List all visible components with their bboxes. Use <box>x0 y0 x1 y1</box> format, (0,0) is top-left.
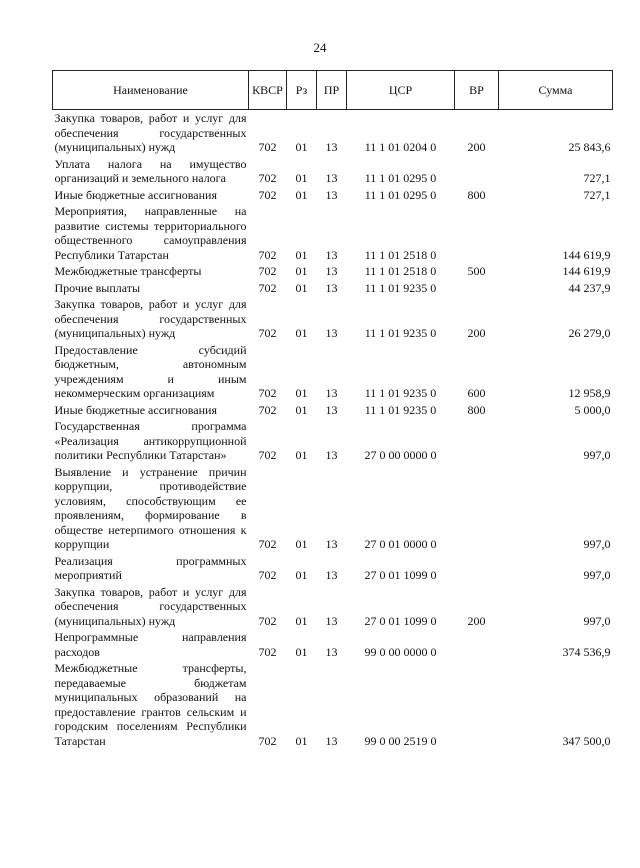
header-pr: ПР <box>317 71 347 110</box>
table-row <box>53 660 613 749</box>
cell-kvsr: 702 <box>258 326 277 340</box>
cell-rz: 01 <box>295 448 308 462</box>
cell-kvsr: 702 <box>258 140 277 154</box>
cell-kvsr: 702 <box>258 568 277 582</box>
table-row <box>53 110 613 156</box>
table-row <box>53 203 613 263</box>
cell-vr <box>455 660 499 749</box>
cell-sum: 997,0 <box>583 537 611 551</box>
cell-kvsr: 702 <box>258 247 277 262</box>
cell-csr: 11 1 01 2518 0 <box>364 264 437 278</box>
cell-name: Иные бюджетные ассигнования <box>54 402 217 417</box>
cell-csr: 11 1 01 9235 0 <box>364 386 437 400</box>
cell-vr <box>455 464 499 553</box>
cell-name: Уплата налога на имущество организаций и земельного налога <box>54 156 247 185</box>
cell-sum: 12 958,9 <box>568 386 611 400</box>
cell-csr: 11 1 01 9235 0 <box>364 280 437 295</box>
cell-vr: 800 <box>467 187 486 202</box>
cell-kvsr: 702 <box>258 644 277 659</box>
header-rz: Рз <box>287 71 317 110</box>
cell-name: Государственная программа «Реализация антикоррупционной политики Республики Татарстан» <box>54 419 247 462</box>
cell-sum: 26 279,0 <box>568 326 611 340</box>
table-row <box>53 464 613 553</box>
cell-pr: 13 <box>325 537 338 551</box>
cell-sum: 44 237,9 <box>568 280 611 295</box>
cell-rz: 01 <box>295 613 308 628</box>
cell-csr: 99 0 00 0000 0 <box>364 644 437 659</box>
table-row <box>53 553 613 584</box>
cell-csr: 27 0 01 1099 0 <box>364 568 437 582</box>
cell-vr <box>455 553 499 584</box>
cell-pr: 13 <box>325 644 338 659</box>
cell-rz: 01 <box>295 247 308 262</box>
cell-csr: 11 1 01 9235 0 <box>364 326 437 340</box>
cell-pr: 13 <box>325 326 338 340</box>
cell-rz: 01 <box>295 386 308 400</box>
cell-vr <box>455 203 499 263</box>
table-row <box>53 187 613 204</box>
header-kvsr: КВСР <box>249 71 287 110</box>
cell-vr: 600 <box>467 386 486 400</box>
cell-kvsr: 702 <box>258 386 277 400</box>
cell-csr: 11 1 01 0295 0 <box>364 187 437 202</box>
table-row <box>53 296 613 342</box>
cell-vr: 500 <box>467 264 486 278</box>
table-row <box>53 342 613 402</box>
cell-rz: 01 <box>295 644 308 659</box>
cell-vr <box>455 280 499 297</box>
cell-kvsr: 702 <box>258 280 277 295</box>
table-header <box>53 71 613 110</box>
cell-kvsr: 702 <box>258 537 277 551</box>
cell-kvsr: 702 <box>258 402 277 417</box>
cell-kvsr: 702 <box>258 187 277 202</box>
cell-pr: 13 <box>325 613 338 628</box>
cell-rz: 01 <box>295 733 308 748</box>
cell-name: Иные бюджетные ассигнования <box>54 187 217 202</box>
cell-pr: 13 <box>325 280 338 295</box>
cell-vr <box>455 156 499 187</box>
cell-csr: 11 1 01 0295 0 <box>364 171 437 185</box>
cell-kvsr: 702 <box>258 613 277 628</box>
cell-sum: 997,0 <box>583 568 611 582</box>
cell-vr: 800 <box>467 402 486 417</box>
cell-pr: 13 <box>325 247 338 262</box>
budget-table <box>52 70 613 749</box>
header-sum: Сумма <box>499 71 613 110</box>
cell-pr: 13 <box>325 187 338 202</box>
cell-sum: 25 843,6 <box>568 140 611 154</box>
cell-kvsr: 702 <box>258 448 277 462</box>
table-row <box>53 402 613 419</box>
header-vr: ВР <box>455 71 499 110</box>
cell-csr: 99 0 00 2519 0 <box>364 733 437 748</box>
cell-kvsr: 702 <box>258 171 277 185</box>
cell-csr: 27 0 01 0000 0 <box>364 537 437 551</box>
cell-name: Закупка товаров, работ и услуг для обеспечения государственных (муниципальных) нужд <box>54 111 247 154</box>
table-row <box>53 584 613 630</box>
cell-name: Мероприятия, направленные на развитие системы территориального общественного самоуправления Республики Татарстан <box>54 204 247 262</box>
cell-kvsr: 702 <box>258 264 277 278</box>
cell-rz: 01 <box>295 280 308 295</box>
cell-name: Закупка товаров, работ и услуг для обеспечения государственных (муниципальных) нужд <box>54 584 247 628</box>
cell-csr: 27 0 00 0000 0 <box>364 448 437 462</box>
cell-vr: 200 <box>467 326 486 340</box>
cell-pr: 13 <box>325 171 338 185</box>
cell-vr: 200 <box>467 613 486 628</box>
cell-csr: 27 0 01 1099 0 <box>364 613 437 628</box>
cell-name: Реализация программных мероприятий <box>54 553 247 582</box>
cell-sum: 727,1 <box>583 171 611 185</box>
cell-pr: 13 <box>325 402 338 417</box>
cell-csr: 11 1 01 9235 0 <box>364 402 437 417</box>
cell-sum: 727,1 <box>583 187 611 202</box>
cell-sum: 5 000,0 <box>574 402 611 417</box>
cell-rz: 01 <box>295 537 308 551</box>
page-number: 24 <box>313 40 327 55</box>
cell-sum: 347 500,0 <box>562 733 611 748</box>
cell-name: Межбюджетные трансферты <box>54 264 202 278</box>
cell-rz: 01 <box>295 264 308 278</box>
table-body <box>53 110 613 750</box>
cell-name: Предоставление субсидий бюджетным, автономным учреждениям и иным некоммерческим организациям <box>54 342 247 400</box>
cell-sum: 144 619,9 <box>562 247 611 262</box>
cell-rz: 01 <box>295 187 308 202</box>
cell-rz: 01 <box>295 326 308 340</box>
cell-sum: 144 619,9 <box>562 264 611 278</box>
cell-name: Межбюджетные трансферты, передаваемые бюджетам муниципальных образований на предоставление грантов сельским и городским поселениям Республики Татарстан <box>54 661 247 748</box>
cell-kvsr: 702 <box>258 733 277 748</box>
cell-name: Непрограммные направления расходов <box>54 630 247 659</box>
cell-pr: 13 <box>325 264 338 278</box>
cell-pr: 13 <box>325 568 338 582</box>
cell-rz: 01 <box>295 171 308 185</box>
cell-name: Закупка товаров, работ и услуг для обеспечения государственных (муниципальных) нужд <box>54 297 247 340</box>
cell-sum: 997,0 <box>583 448 611 462</box>
cell-pr: 13 <box>325 448 338 462</box>
cell-sum: 374 536,9 <box>562 644 611 659</box>
cell-csr: 11 1 01 2518 0 <box>364 247 437 262</box>
cell-pr: 13 <box>325 386 338 400</box>
cell-pr: 13 <box>325 140 338 154</box>
cell-rz: 01 <box>295 140 308 154</box>
cell-csr: 11 1 01 0204 0 <box>364 140 437 154</box>
cell-name: Прочие выплаты <box>54 280 141 295</box>
cell-name: Выявление и устранение причин коррупции, противодействие условиям, способствующим ее проявлениям, формирование в обществе нетерпимого отношения к коррупции <box>54 464 247 551</box>
table-row <box>53 263 613 280</box>
header-csr: ЦСР <box>347 71 455 110</box>
cell-rz: 01 <box>295 568 308 582</box>
header-name: Наименование <box>53 71 249 110</box>
cell-sum: 997,0 <box>583 613 611 628</box>
table-row <box>53 418 613 464</box>
cell-rz: 01 <box>295 402 308 417</box>
cell-vr: 200 <box>467 140 486 154</box>
table-row <box>53 156 613 187</box>
cell-vr <box>455 418 499 464</box>
table-row <box>53 280 613 297</box>
cell-vr <box>455 629 499 660</box>
table-row <box>53 629 613 660</box>
cell-pr: 13 <box>325 733 338 748</box>
